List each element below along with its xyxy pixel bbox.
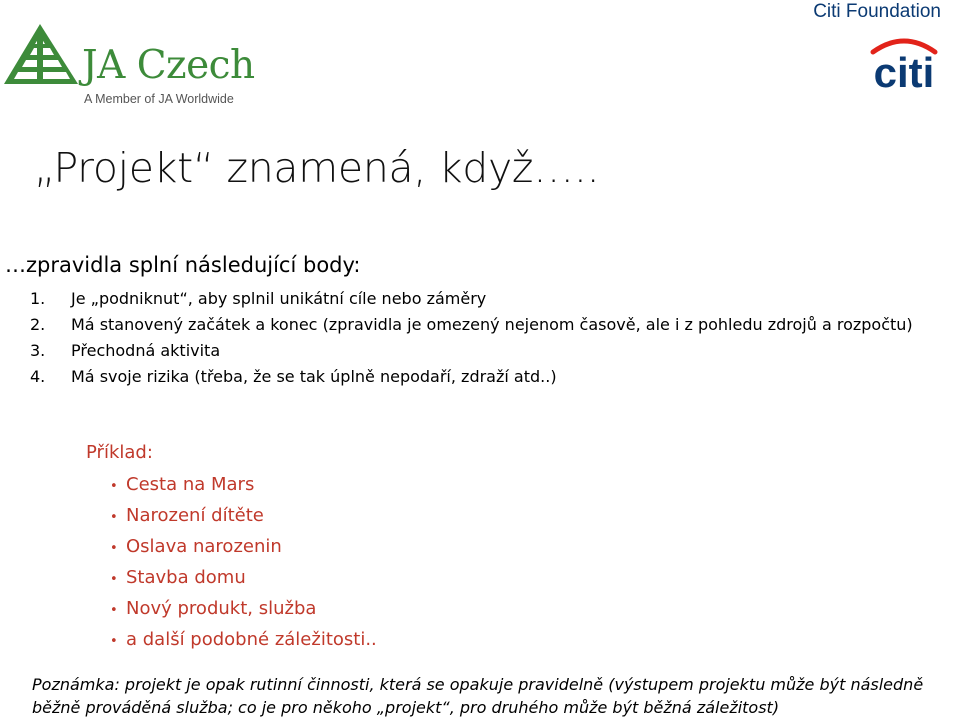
example-text: Nový produkt, služba [126,598,317,619]
bullet-icon: • [110,634,118,649]
bullet-icon: • [110,510,118,525]
example-label: Příklad: [86,442,153,463]
item-text: Přechodná aktivita [71,341,221,360]
list-item [110,594,377,625]
item-number: 3. [30,341,46,360]
bullet-icon: • [110,603,118,618]
note-text: Poznámka: projekt je opak rutinní činnosti, která se opakuje pravidelně (výstupem projektu může být následně běžně prováděná služba; co je pro někoho „projekt“, pro druhého může být běžná záležitost) [32,675,924,717]
slide-title: „Projekt“ znamená, když….. [34,144,600,192]
ja-czech-name: JA Czech [82,43,255,88]
list-item [110,625,377,656]
ja-czech-logo [4,22,255,106]
list-item [30,364,950,390]
item-number: 4. [30,367,46,386]
bullet-icon: • [110,479,118,494]
item-text: Má svoje rizika (třeba, že se tak úplně nepodaří, zdraží atd..) [71,367,557,386]
item-number: 2. [30,315,46,334]
example-text: a další podobné záležitosti.. [126,629,377,650]
citi-wordmark: citi [873,49,935,92]
ja-tagline: A Member of JA Worldwide [84,92,234,106]
list-item [30,312,950,338]
example-list [110,470,377,656]
list-item [30,286,950,312]
bullet-icon: • [110,572,118,587]
list-item [110,501,377,532]
ja-tree-icon [4,22,82,88]
list-item [30,338,950,364]
example-text: Narození dítěte [126,505,264,526]
citi-foundation-text: Citi Foundation [813,1,941,22]
list-item [110,532,377,563]
example-text: Stavba domu [126,567,246,588]
item-text: Má stanovený začátek a konec (zpravidla je omezený nejenom časově, ale i z pohledu zdrojů a rozpočtu) [71,315,913,334]
example-text: Cesta na Mars [126,474,255,495]
example-text: Oslava narozenin [126,536,282,557]
citi-logo [861,36,947,92]
criteria-list [30,286,950,390]
item-number: 1. [30,289,46,308]
item-text: Je „podniknut“, aby splnil unikátní cíle nebo záměry [71,289,487,308]
bullet-icon: • [110,541,118,556]
list-item [110,563,377,594]
lead-text: …zpravidla splní následující body: [5,253,361,277]
list-item [110,470,377,501]
